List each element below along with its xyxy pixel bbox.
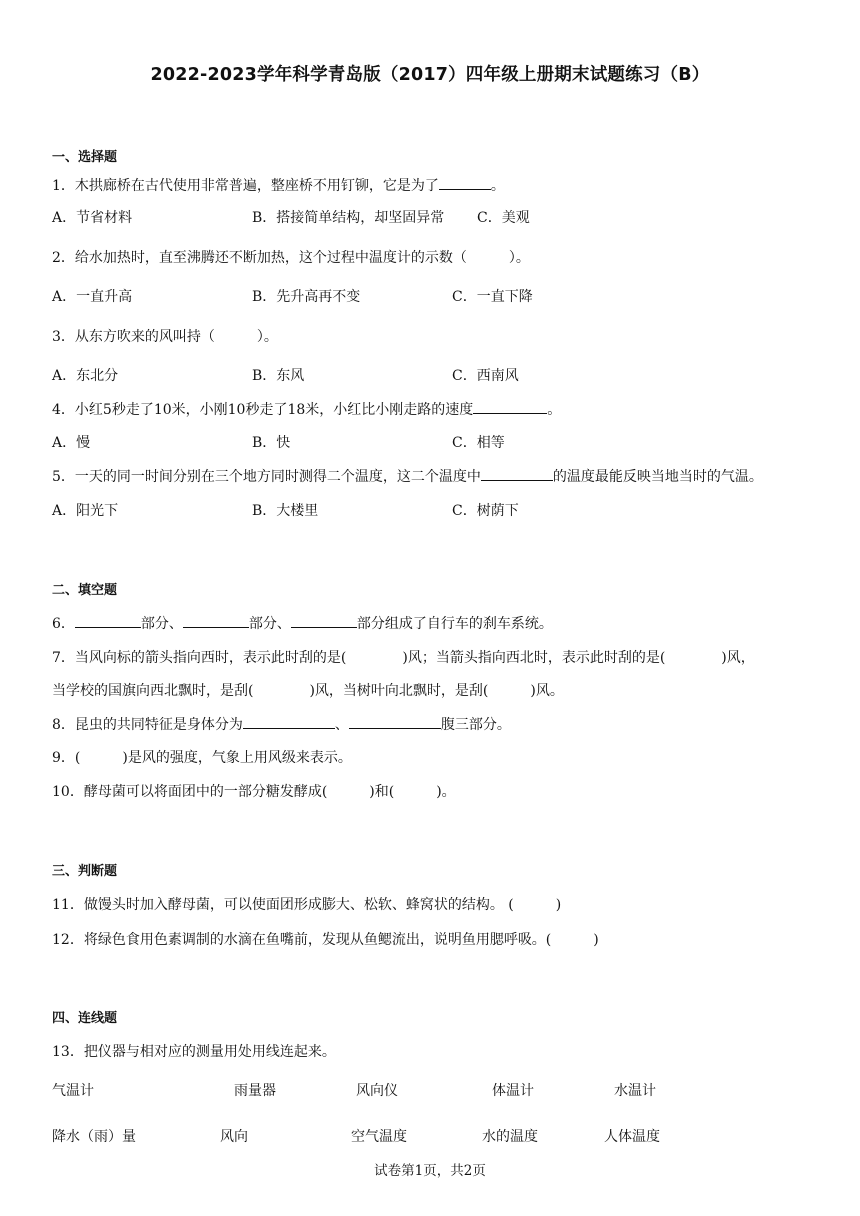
question-1-text: 1．木拱廊桥在古代使用非常普遍，整座桥不用钉铆，它是为了 — [52, 178, 439, 194]
question-6-number: 6． — [52, 616, 75, 632]
instrument-item: 气温计 — [52, 1083, 94, 1099]
question-5-end: 的温度最能反映当地当时的气温。 — [552, 469, 763, 485]
question-6-text: 部分组成了自行车的刹车系统。 — [356, 616, 553, 632]
section-heading-judge: 三、判断题 — [52, 864, 118, 879]
question-13: 13．把仪器与相对应的测量用处用线连起来。 — [52, 1044, 336, 1060]
section-heading-fill: 二、填空题 — [52, 583, 118, 598]
question-3: 3．从东方吹来的风叫持（ ）。 — [52, 329, 278, 345]
answer-blank — [481, 466, 553, 481]
section-heading-choice: 一、选择题 — [52, 150, 118, 165]
question-6 — [52, 613, 553, 633]
option-c: C．相等 — [452, 435, 505, 451]
question-4 — [52, 399, 561, 419]
question-9: 9．( )是风的强度，气象上用风级来表示。 — [52, 750, 352, 766]
question-5-text: 5．一天的同一时间分别在三个地方同时测得二个温度，这二个温度中 — [52, 469, 481, 485]
option-a: A．慢 — [52, 435, 91, 451]
question-4-end: 。 — [547, 402, 562, 418]
answer-blank — [473, 399, 547, 414]
option-c: C．树荫下 — [452, 503, 519, 519]
option-b: B．东风 — [252, 368, 305, 384]
option-a: A．东北分 — [52, 368, 119, 384]
use-item: 降水（雨）量 — [52, 1129, 136, 1145]
question-6-text: 部分、 — [140, 616, 183, 632]
option-a: A．节省材料 — [52, 210, 133, 226]
page-footer: 试卷第1页，共2页 — [374, 1163, 486, 1179]
instrument-item: 雨量器 — [234, 1083, 276, 1099]
option-c: C．西南风 — [452, 368, 519, 384]
instrument-item: 水温计 — [614, 1083, 656, 1099]
question-7-line-1: 7．当风向标的箭头指向西时，表示此时刮的是( )风；当箭头指向西北时，表示此时刮的是( )风， — [52, 650, 755, 666]
answer-blank — [75, 613, 141, 628]
use-item: 风向 — [220, 1129, 248, 1145]
question-8 — [52, 714, 511, 734]
use-item: 人体温度 — [604, 1129, 660, 1145]
option-a: A．阳光下 — [52, 503, 119, 519]
option-c: C．美观 — [477, 210, 530, 226]
question-8-text: 腹三部分。 — [440, 717, 511, 733]
option-b: B．搭接简单结构，却坚固异常 — [252, 210, 445, 226]
option-c: C．一直下降 — [452, 289, 533, 305]
question-8-text: 8．昆虫的共同特征是身体分为 — [52, 717, 243, 733]
instrument-item: 体温计 — [492, 1083, 534, 1099]
question-12: 12．将绿色食用色素调制的水滴在鱼嘴前，发现从鱼鳃流出，说明鱼用腮呼吸。( ) — [52, 932, 599, 948]
answer-blank — [439, 175, 491, 190]
answer-blank — [291, 613, 357, 628]
question-10: 10．酵母菌可以将面团中的一部分糖发酵成( )和( )。 — [52, 784, 456, 800]
question-11: 11．做馒头时加入酵母菌，可以使面团形成膨大、松软、蜂窝状的结构。 ( ) — [52, 897, 562, 913]
option-b: B．先升高再不变 — [252, 289, 361, 305]
section-heading-match: 四、连线题 — [52, 1011, 118, 1026]
question-7-line-2: 当学校的国旗向西北飘时，是刮( )风，当树叶向北飘时，是刮( )风。 — [52, 683, 564, 699]
question-1-end: 。 — [490, 178, 505, 194]
question-5 — [52, 466, 763, 486]
answer-blank — [183, 613, 249, 628]
page-title: 2022-2023学年科学青岛版（2017）四年级上册期末试题练习（B） — [150, 65, 710, 85]
instrument-item: 风向仪 — [356, 1083, 398, 1099]
question-4-text: 4．小红5秒走了10米，小刚10秒走了18米，小红比小刚走路的速度 — [52, 402, 474, 418]
option-b: B．大楼里 — [252, 503, 319, 519]
option-a: A．一直升高 — [52, 289, 133, 305]
use-item: 水的温度 — [482, 1129, 538, 1145]
question-1 — [52, 175, 505, 195]
question-6-text: 部分、 — [248, 616, 291, 632]
answer-blank — [243, 714, 335, 729]
question-2: 2．给水加热时，直至沸腾还不断加热，这个过程中温度计的示数（ ）。 — [52, 250, 530, 266]
option-b: B．快 — [252, 435, 291, 451]
question-8-text: 、 — [334, 717, 349, 733]
answer-blank — [349, 714, 441, 729]
use-item: 空气温度 — [351, 1129, 407, 1145]
